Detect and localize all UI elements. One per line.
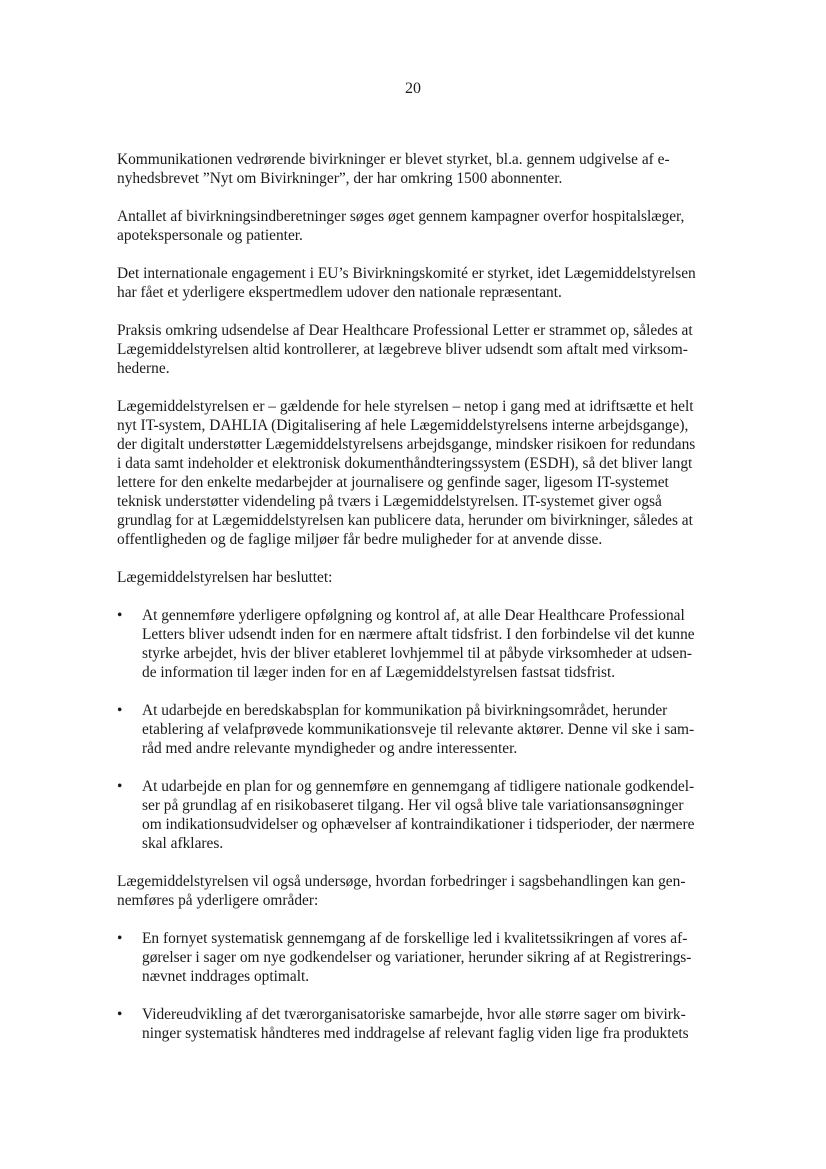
bullet-icon: • [117,1006,123,1023]
bullet-icon: • [117,607,123,624]
paragraph-decisions-intro: Lægemiddelstyrelsen har besluttet: [117,569,333,586]
list-item [117,929,714,986]
decisions-list [117,606,714,853]
page-number: 20 [405,80,421,97]
list-item [117,777,714,853]
list-item [117,701,714,758]
paragraph-it-system: Lægemiddelstyrelsen er – gældende for hele styrelsen – netop i gang med at idriftsætte et helt nyt IT-system, DAHLIA (Digitalisering af hele Lægemiddelstyrelsens interne arbejdsgange), der digitalt understøtter Lægemiddelstyrelsens arbejdsgange, mindsker risikoen for redundans i data samt indeholder et elektronisk dokumenthåndteringssystem (ESDH), så det bliver langt lettere for den enkelte medarbejder at journalisere og genfinde sager, ligesom IT-systemet teknisk understøtter videndeling på tværs i Lægemiddelstyrelsen. IT-systemet giver også grundlag for at Lægemiddelstyrelsen kan publicere data, herunder om bivirkninger, således at offentligheden og de faglige miljøer får bedre muligheder for at anvende disse. [117,398,696,548]
improvements-list [117,929,714,1043]
paragraph-improvements-intro: Lægemiddelstyrelsen vil også undersøge, hvordan forbedringer i sagsbehandlingen kan gen- nemføres på yderligere områder: [117,873,686,909]
paragraph-reports: Antallet af bivirkningsindberetninger søges øget gennem kampagner overfor hospitalslæger, apotekspersonale og patienter. [117,208,685,244]
list-item [117,1005,714,1043]
list-item-text: At udarbejde en plan for og gennemføre en gennemgang af tidligere nationale godkendel- ser på grundlag af en risikobaseret tilgang. Her vil også blive tale variationsansøgninger om indikationsudvidelser og ophævelser af kontraindikationer i tidsperioder, der nærmere skal afklares. [142,778,695,852]
body-text [117,150,714,1062]
paragraph-eu-engagement: Det internationale engagement i EU’s Bivirkningskomité er styrket, idet Lægemiddelstyrelsen har fået et yderligere ekspertmedlem udover den nationale repræsentant. [117,265,696,301]
list-item-text: Videreudvikling af det tværorganisatoriske samarbejde, hvor alle større sager om bivirk- ninger systematisk håndteres med inddragelse af relevant faglig viden lige fra produktets [142,1006,689,1042]
bullet-icon: • [117,702,123,719]
bullet-icon: • [117,930,123,947]
paragraph-dhpc-letters: Praksis omkring udsendelse af Dear Healthcare Professional Letter er strammet op, således at Lægemiddelstyrelsen altid kontrollerer, at lægebreve bliver udsendt som aftalt med virksom- hederne. [117,322,693,377]
list-item-text: At gennemføre yderligere opfølgning og kontrol af, at alle Dear Healthcare Professional Letters bliver udsendt inden for en nærmere aftalt tidsfrist. I den forbindelse vil det kunne styrke arbejdet, hvis der bliver etableret lovhjemmel til at påbyde virksomheder at udsen- de information til læger inden for en af Lægemiddelstyrelsen fastsat tidsfrist. [142,607,695,681]
list-item-text: En fornyet systematisk gennemgang af de forskellige led i kvalitetssikringen af vores af- gørelser i sager om nye godkendelser og variationer, herunder sikring af at Registrerings- nævnet inddrages optimalt. [142,930,692,985]
list-item [117,606,714,682]
list-item-text: At udarbejde en beredskabsplan for kommunikation på bivirkningsområdet, herunder etablering af velafprøvede kommunikationsveje til relevante aktører. Denne vil ske i sam- råd med andre relevante myndigheder og andre interessenter. [142,702,695,757]
bullet-icon: • [117,778,123,795]
paragraph-newsletter: Kommunikationen vedrørende bivirkninger er blevet styrket, bl.a. gennem udgivelse af e- nyhedsbrevet ”Nyt om Bivirkninger”, der har omkring 1500 abonnenter. [117,151,670,187]
